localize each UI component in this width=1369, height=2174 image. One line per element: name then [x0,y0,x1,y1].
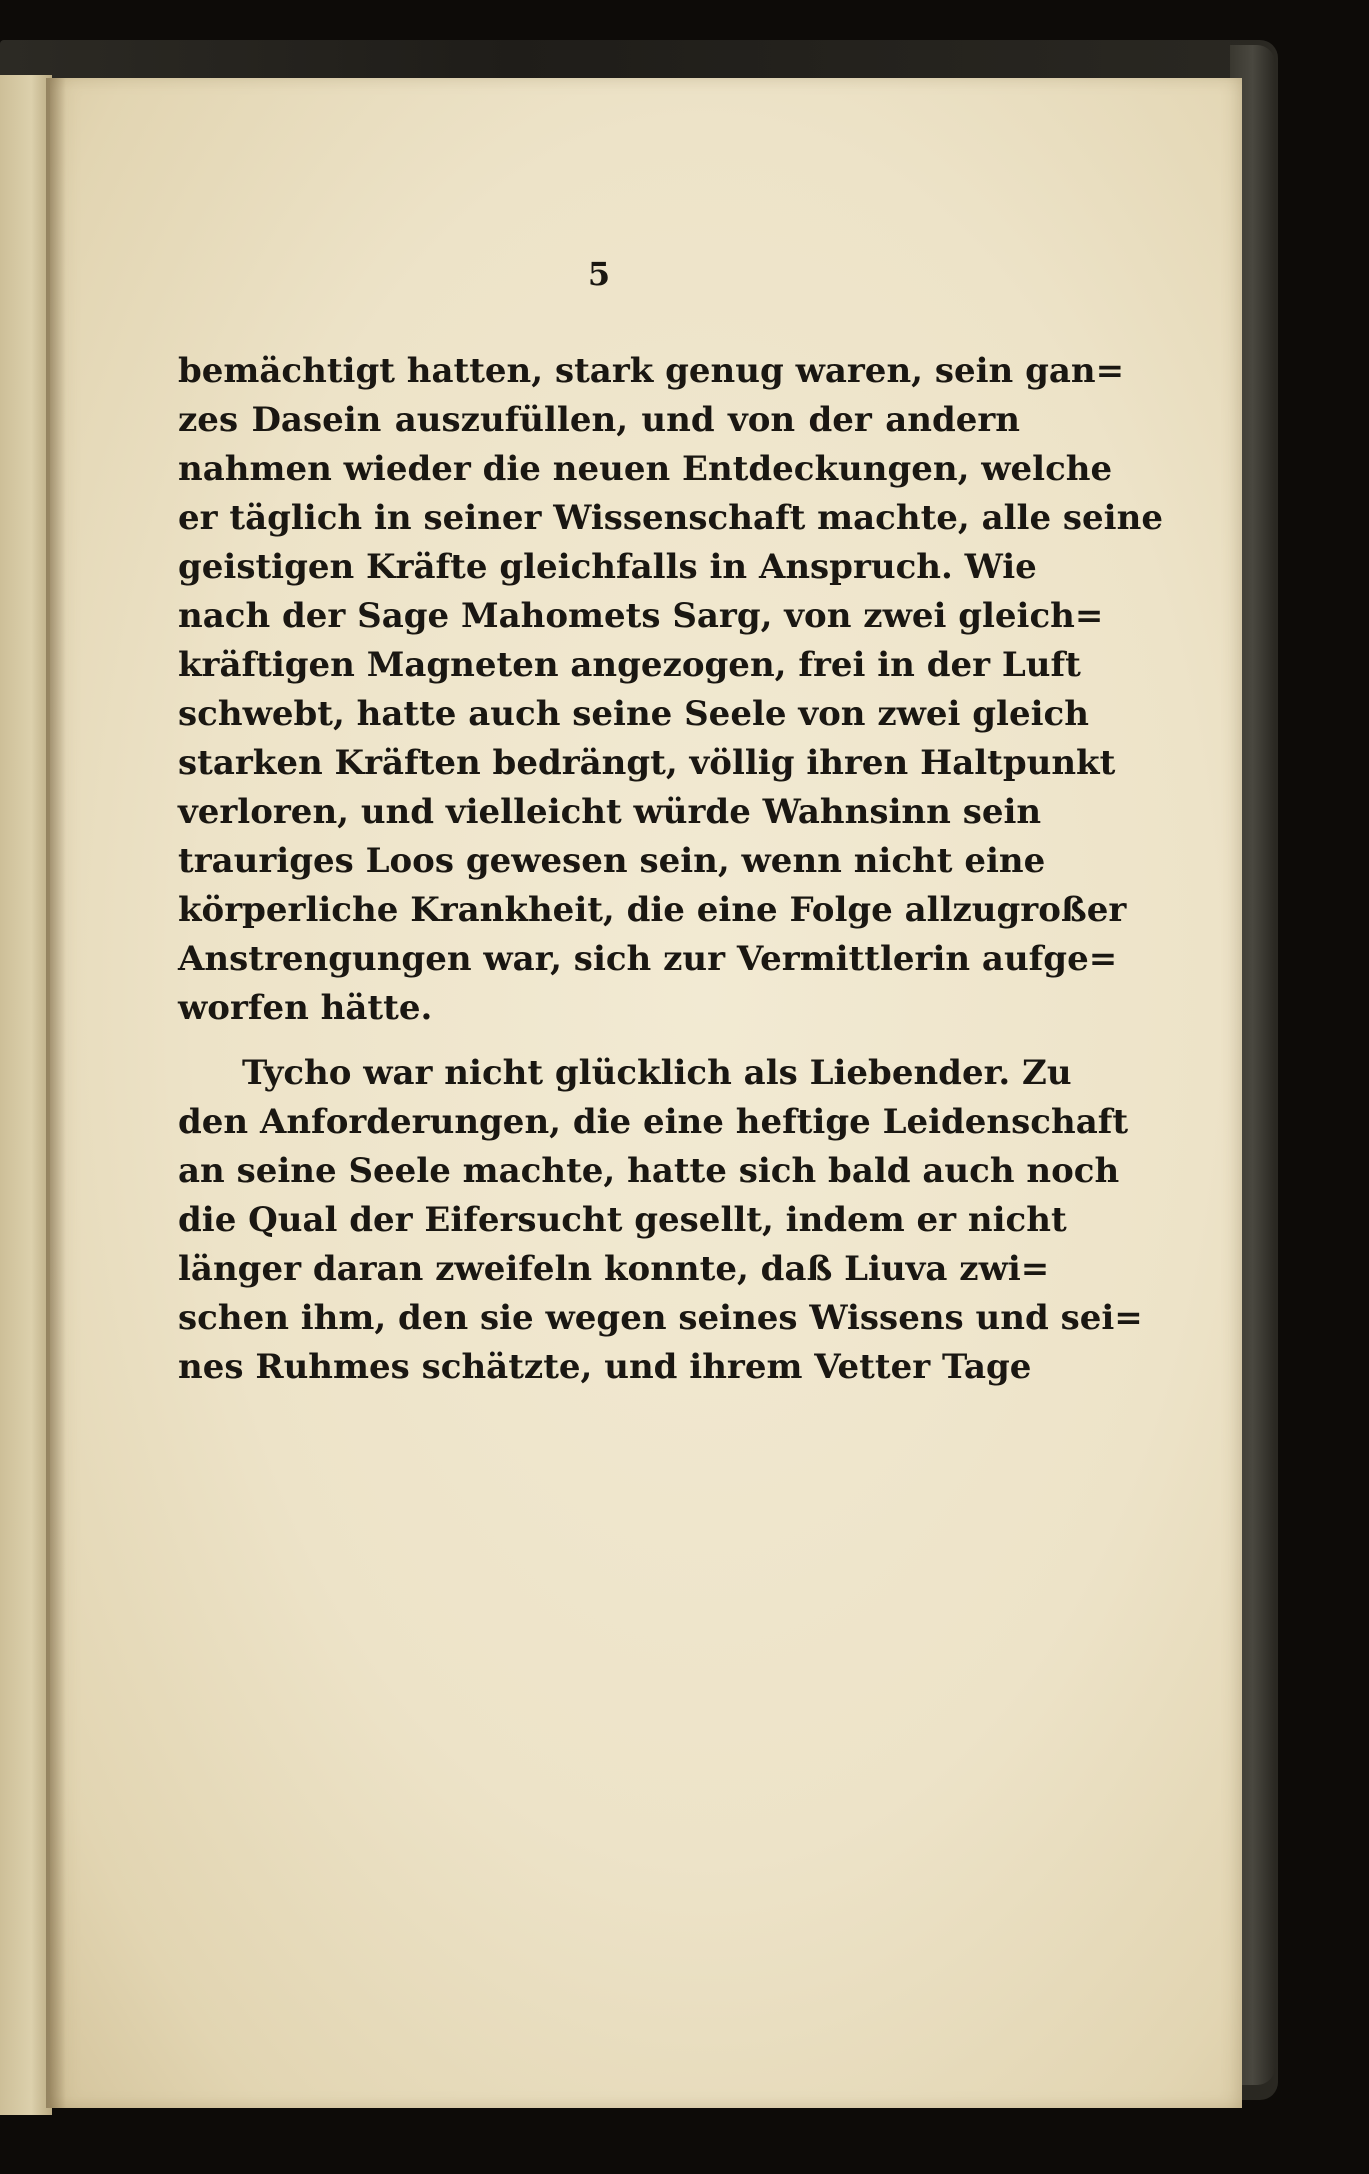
text-line: er täglich in seiner Wissenschaft machte, alle seine [178,498,1163,538]
text-line: geistigen Kräfte gleichfalls in Anspruch. Wie [178,547,1037,587]
text-line: länger daran zweifeln konnte, daß Liuva zwi= [178,1249,1050,1289]
text-line: zes Dasein auszufüllen, und von der andern [178,400,1020,440]
text-line: an seine Seele machte, hatte sich bald auch noch [178,1151,1120,1191]
text-line: bemächtigt hatten, stark genug waren, sein gan= [178,351,1125,391]
text-line: schwebt, hatte auch seine Seele von zwei gleich [178,694,1089,734]
text-line: Anstrengungen war, sich zur Vermittlerin aufge= [178,939,1118,979]
text-line: worfen hätte. [178,988,433,1028]
text-line: starken Kräften bedrängt, völlig ihren Haltpunkt [178,743,1116,783]
text-line: körperliche Krankheit, die eine Folge allzugroßer [178,890,1127,930]
gutter-shadow [46,78,66,2108]
text-line: nes Ruhmes schätzte, und ihrem Vetter Tage [178,1347,1032,1387]
text-line: nach der Sage Mahomets Sarg, von zwei gleich= [178,596,1104,636]
text-line: verloren, und vielleicht würde Wahnsinn sein [178,792,1042,832]
page-number: 5 [587,255,611,293]
previous-page-edge [0,75,52,2115]
text-line: nahmen wieder die neuen Entdeckungen, welche [178,449,1113,489]
text-line: kräftigen Magneten angezogen, frei in der Luft [178,645,1081,685]
text-line: trauriges Loos gewesen sein, wenn nicht eine [178,841,1046,881]
text-line: die Qual der Eifersucht gesellt, indem er nicht [178,1200,1067,1240]
text-line: Tycho war nicht glücklich als Liebender. Zu [242,1053,1072,1093]
text-line: den Anforderungen, die eine heftige Leidenschaft [178,1102,1129,1142]
text-line: schen ihm, den sie wegen seines Wissens und sei= [178,1298,1143,1338]
